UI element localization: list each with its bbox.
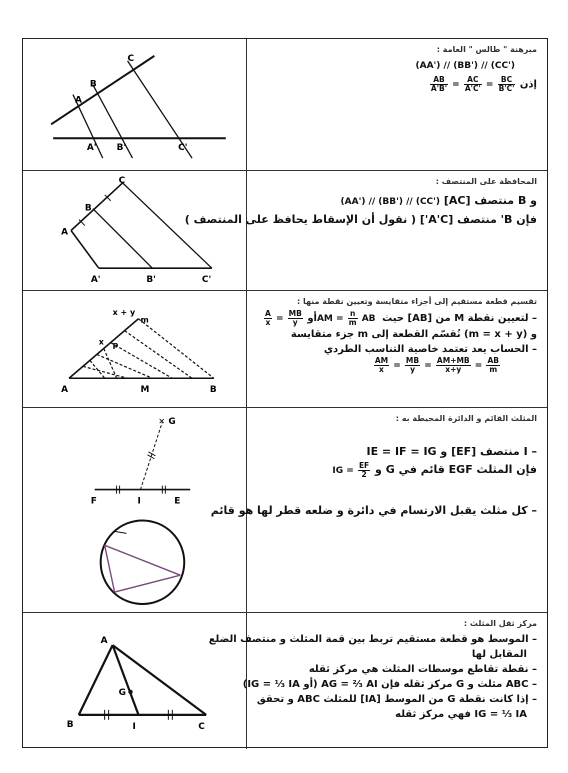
label-p: p xyxy=(112,340,119,350)
division-line3: – الحساب يعد تعتمد خاصية التناسب الطردي xyxy=(323,344,537,355)
division-fraction: $\frac{AM+MB}{x+y}$ xyxy=(436,356,470,374)
midpoint-line2: فإن B' منتصف [A'C'] ( نقول أن الإسقاط يحافظ على المنتصف ) xyxy=(184,213,537,226)
midpoint-line1: و B منتصف [AC] (AA') // (BB') // (CC') xyxy=(340,194,537,207)
label-C-prime: C' xyxy=(201,275,212,286)
label-B-prime: B' xyxy=(116,143,127,154)
svg-text:✕: ✕ xyxy=(158,416,166,426)
figure-midpoint xyxy=(23,171,247,290)
equals-sign: = xyxy=(390,361,404,371)
right-triangle-line3: – كل مثلث يقبل الارتسام في دائرة و ضلعه قطر لها هو قائم xyxy=(210,504,537,517)
label-A: A xyxy=(61,227,69,238)
title-thales: مبرهنة " طالس " العامة : xyxy=(436,45,537,54)
text-centroid xyxy=(208,613,547,749)
centroid-line5: – إذا كانت نقطة G من الموسط [IA] للمثلث ABC و تحقق xyxy=(256,694,537,705)
division-diagram xyxy=(23,291,246,407)
right-triangle-line1: – I منتصف [EF] و IE = IF = IG xyxy=(366,445,537,458)
midpoint-diagram xyxy=(23,171,246,290)
label-G: G xyxy=(168,416,176,427)
row-division xyxy=(23,291,547,408)
label-m: m xyxy=(140,315,149,325)
title-midpoint: المحافظة على المنتصف : xyxy=(435,177,537,186)
figure-thales xyxy=(23,39,247,170)
label-C-prime: C' xyxy=(178,143,188,154)
text-thales xyxy=(247,39,547,170)
title-centroid: مركز ثقل المثلث : xyxy=(463,619,537,628)
figure-division xyxy=(23,291,247,407)
label-I: I xyxy=(137,496,141,507)
label-B: B xyxy=(209,385,217,396)
text-right-triangle xyxy=(210,408,547,612)
division-line1: – لتعيين نقطة M من [AB] حيث AM = $\frac{n}{m}$ AB أو $\frac{A}{x}$ = $\frac{MB}{y}$ xyxy=(265,309,537,327)
label-x: x xyxy=(98,337,104,347)
centroid-line6: IG = ⅓ IA فهي مركز ثقله xyxy=(395,709,527,720)
right-triangle-line2: فإن المثلث EGF قائم في G و IG = $\frac{EF}{2}$ xyxy=(332,461,537,479)
label-B: B xyxy=(84,203,92,214)
centroid-line3: – نقطة تقاطع موسطات المثلث هي مركز ثقله xyxy=(308,664,537,675)
label-C: C xyxy=(127,53,135,64)
centroid-line1: – الموسط هو قطعة مستقيم تربط بين قمة المثلث و منتصف الضلع xyxy=(208,634,537,645)
division-fraction: $\frac{AB}{m}$ xyxy=(487,356,499,374)
division-line2: و (m = x + y) نُقسّم القطعة إلى m جزء متقايسة xyxy=(290,329,537,340)
label-A-prime: A' xyxy=(90,275,101,286)
row-midpoint xyxy=(23,171,547,291)
label-E: E xyxy=(174,496,181,507)
label-B-prime: B' xyxy=(146,275,156,286)
row-thales xyxy=(23,39,547,171)
label-B: B xyxy=(66,719,74,730)
thales-parallel: (AA') // (BB') // (CC') xyxy=(415,61,515,71)
label-M: M xyxy=(140,385,150,396)
label-G: G xyxy=(118,687,126,698)
label-A: A xyxy=(100,636,108,647)
text-division xyxy=(247,291,547,407)
text-midpoint xyxy=(184,171,547,290)
label-B: B xyxy=(89,79,97,90)
label-I: I xyxy=(132,721,136,732)
theorems-table xyxy=(22,38,548,748)
centroid-line4: – ABC مثلث و G مركز ثقله فإن AG = ⅔ AI (أو IG = ⅓ IA) xyxy=(242,679,537,690)
row-right-triangle xyxy=(23,408,547,613)
label-A-prime: A' xyxy=(86,143,97,154)
thales-ratios: إذن $\frac{AB}{A'B'}$ = $\frac{AC}{A'C'}$ = $\frac{BC}{B'C'}$ xyxy=(430,75,537,93)
row-centroid xyxy=(23,613,547,749)
equals-sign: = xyxy=(471,361,486,371)
division-fraction: $\frac{AM}{x}$ xyxy=(374,356,389,374)
equals-sign: = xyxy=(421,361,435,371)
label-A: A xyxy=(74,95,82,106)
division-fraction: $\frac{MB}{y}$ xyxy=(405,356,420,374)
label-C: C xyxy=(198,721,205,732)
label-F: F xyxy=(90,496,97,507)
label-x-plus-y: x + y xyxy=(112,307,136,317)
label-A: A xyxy=(61,385,69,396)
label-C: C xyxy=(118,175,126,186)
thales-diagram xyxy=(23,39,246,170)
title-right-triangle: المثلث القائم و الدائرة المحيطة به : xyxy=(395,414,537,423)
centroid-line2: المقابل لها xyxy=(471,649,527,660)
division-equation xyxy=(253,357,537,374)
title-division: تقسيم قطعة مستقيم إلى أجزاء متقايسة وتعيين نقطة منها : xyxy=(296,297,537,306)
